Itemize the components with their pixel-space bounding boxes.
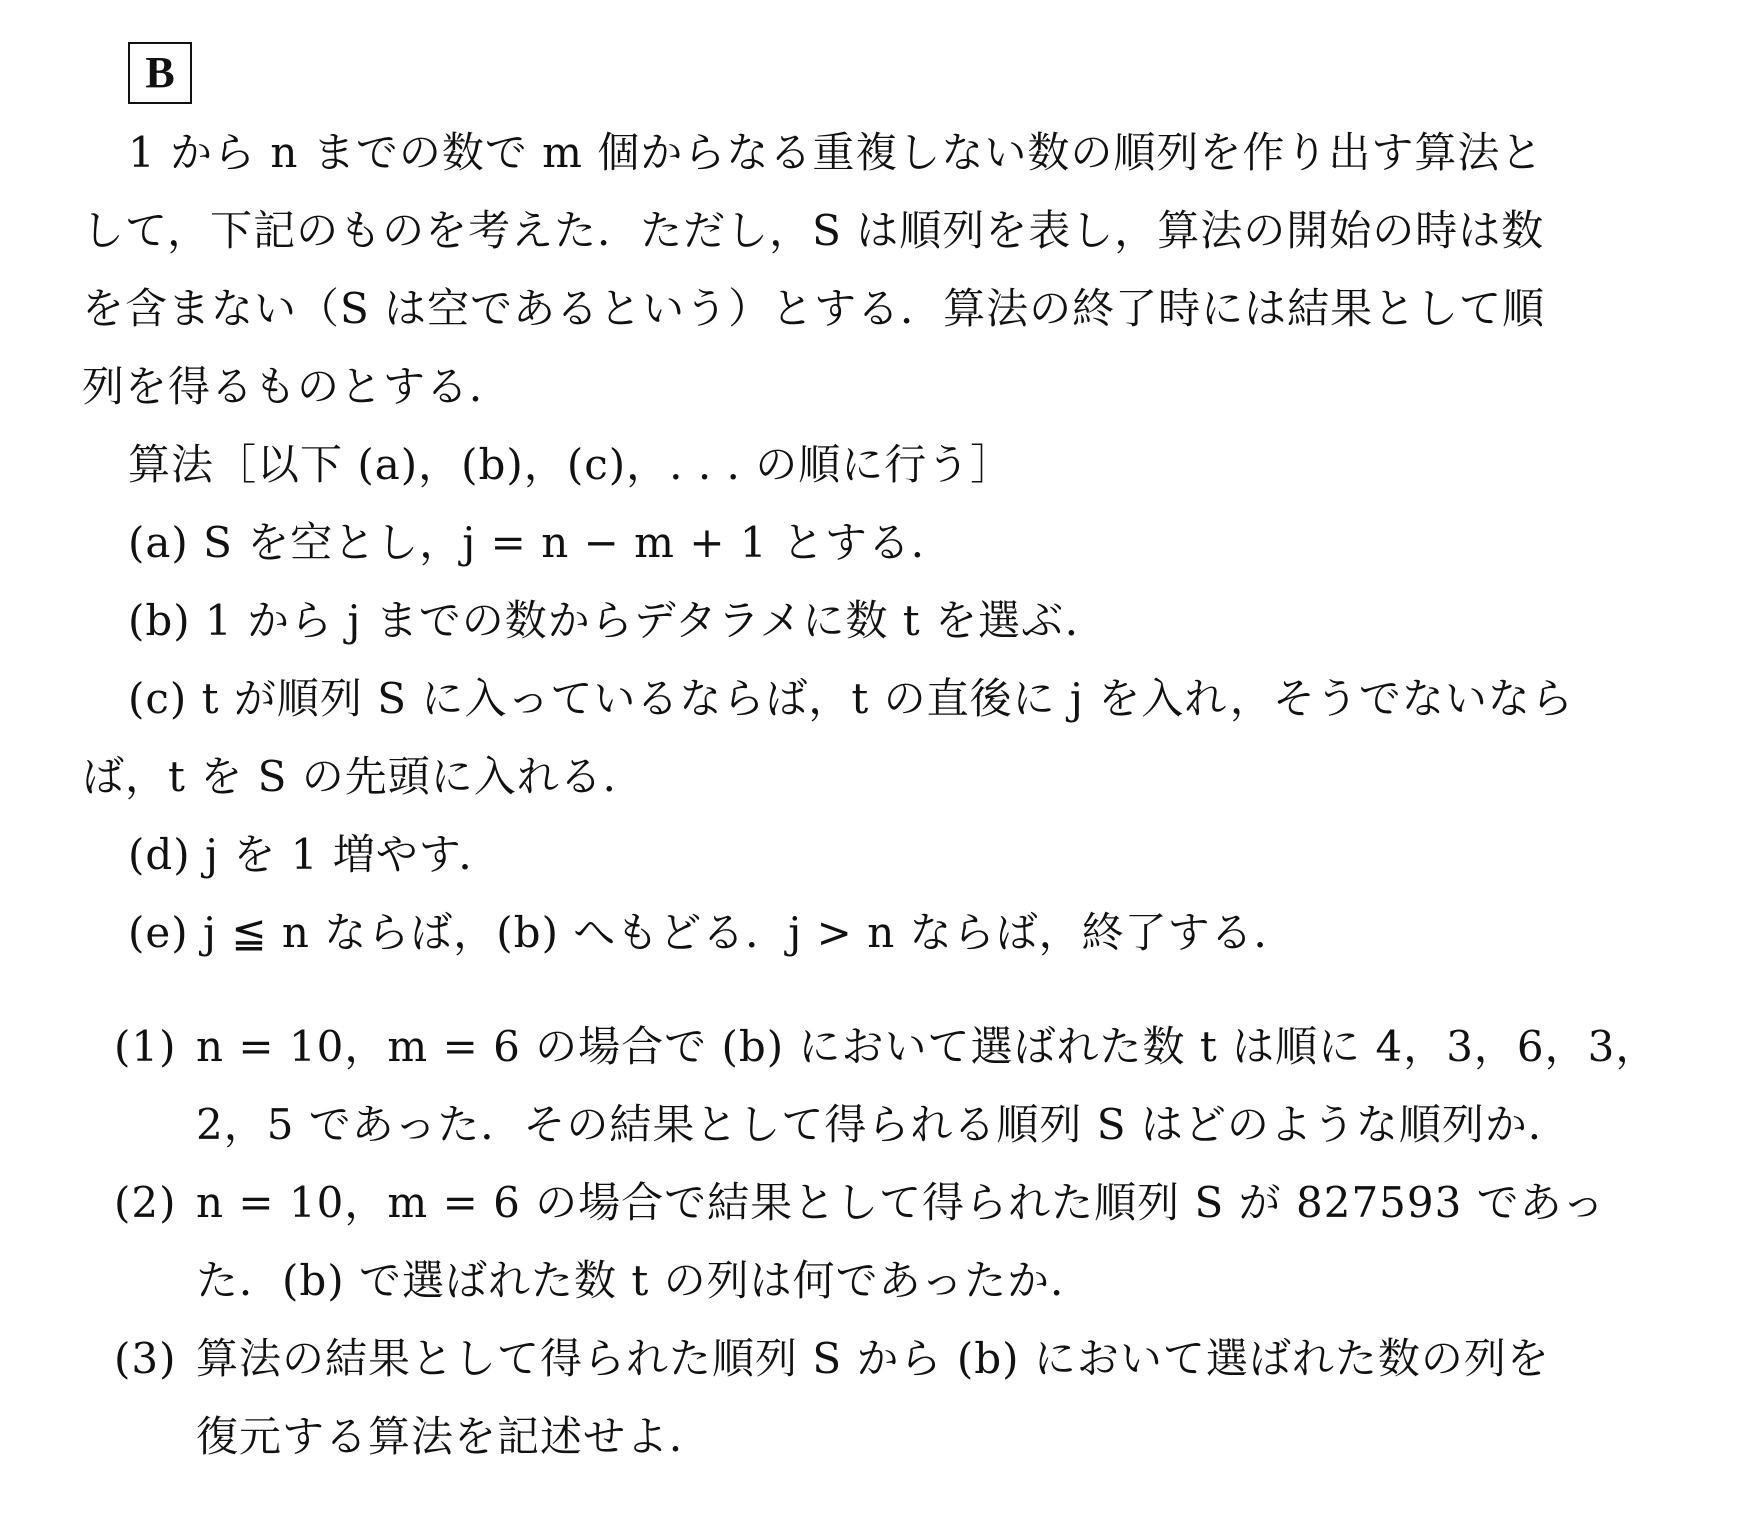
- question-line: 2，5 であった．その結果として得られる順列 S はどのような順列か．: [196, 1100, 1571, 1149]
- algorithm-step-d: (d) j を 1 増やす．: [128, 830, 502, 879]
- question-line: 復元する算法を記述せよ．: [196, 1412, 713, 1461]
- question-number: (3): [114, 1334, 177, 1383]
- question-number: (2): [114, 1178, 177, 1227]
- section-label-box: B: [128, 42, 192, 104]
- intro-line-1: 1 から n までの数で m 個からなる重複しない数の順列を作り出す算法と: [128, 128, 1544, 177]
- algorithm-step-c-line-2: ば，t を S の先頭に入れる．: [82, 752, 646, 801]
- question-line: n = 10，m = 6 の場合で (b) において選ばれた数 t は順に 4，3，6，3，: [196, 1022, 1659, 1071]
- intro-line-3: を含まない（S は空であるという）とする．算法の終了時には結果として順: [82, 284, 1546, 333]
- intro-line-2: して，下記のものを考えた．ただし，S は順列を表し，算法の開始の時は数: [82, 206, 1545, 255]
- question-line: 算法の結果として得られた順列 S から (b) において選ばれた数の列を: [196, 1334, 1550, 1383]
- algorithm-step-e: (e) j ≦ n ならば，(b) へもどる．j > n ならば，終了する．: [128, 908, 1297, 957]
- algorithm-step-b: (b) 1 から j までの数からデタラメに数 t を選ぶ．: [128, 596, 1108, 645]
- question-line: n = 10，m = 6 の場合で結果として得られた順列 S が 827593 であっ: [196, 1178, 1606, 1227]
- question-line: た．(b) で選ばれた数 t の列は何であったか．: [196, 1256, 1094, 1305]
- algorithm-heading: 算法［以下 (a)，(b)，(c)，. . . の順に行う］: [128, 440, 1014, 489]
- algorithm-step-a: (a) S を空とし，j = n − m + 1 とする．: [128, 518, 954, 567]
- algorithm-step-c-line-1: (c) t が順列 S に入っているならば，t の直後に j を入れ，そうでないなら: [128, 674, 1574, 723]
- intro-line-4: 列を得るものとする．: [82, 362, 513, 411]
- question-number: (1): [114, 1022, 177, 1071]
